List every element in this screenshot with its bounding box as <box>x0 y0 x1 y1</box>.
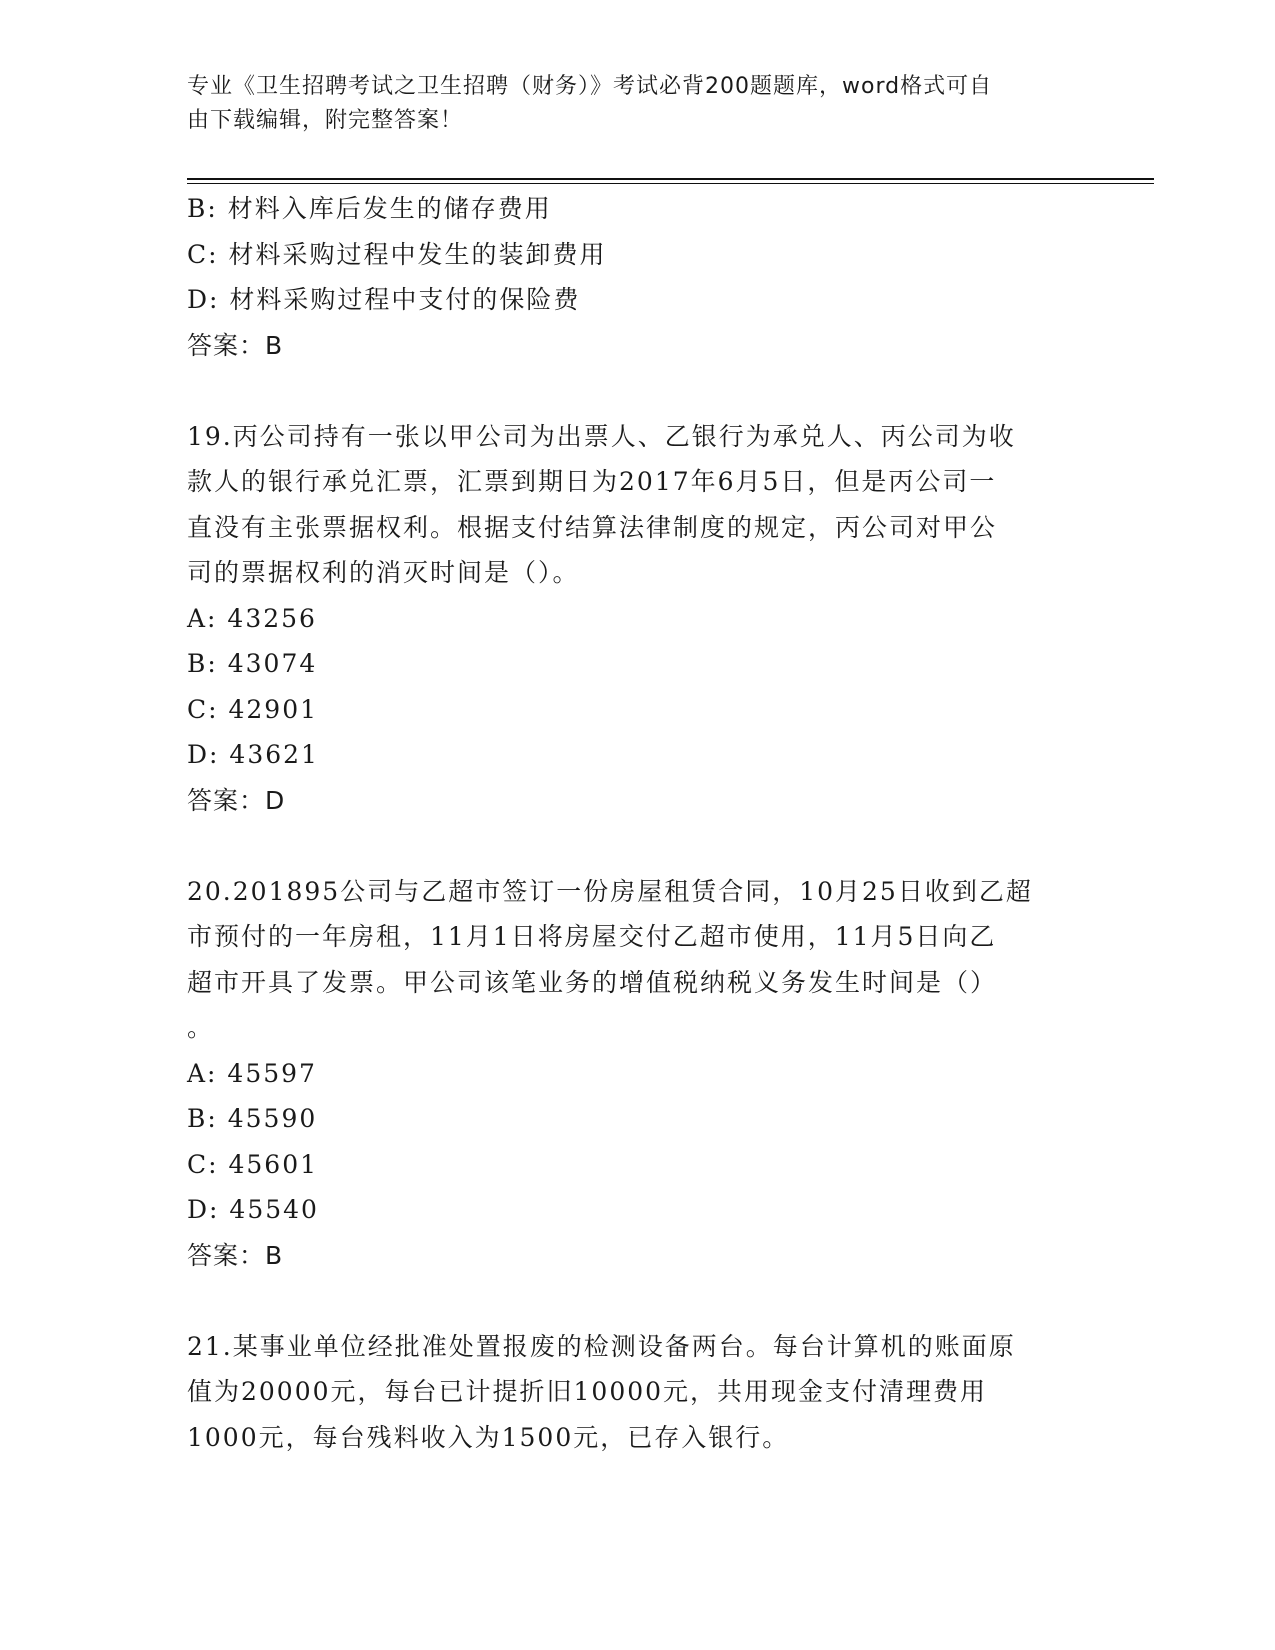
question-21 <box>187 1324 1067 1461</box>
question-stem-line: 。 <box>187 1013 215 1042</box>
header-rule-thin <box>187 183 1154 184</box>
option-c: C: 45601 <box>187 1149 319 1179</box>
option-d: D: 45540 <box>187 1195 319 1224</box>
question-stem-line: 款人的银行承兑汇票，汇票到期日为2017年6月5日，但是丙公司一 <box>187 467 997 496</box>
question-stem-line: 19.丙公司持有一张以甲公司为出票人、乙银行为承兑人、丙公司为收 <box>187 421 1016 451</box>
document-header <box>187 70 1087 138</box>
question-stem-line: 20.201895公司与乙超市签订一份房屋租赁合同，10月25日收到乙超 <box>187 876 1033 906</box>
option-d: D: 43621 <box>187 740 319 769</box>
option-c: C: 材料采购过程中发生的装卸费用 <box>187 239 607 269</box>
question-18 <box>187 186 1067 368</box>
option-a: A: 45597 <box>187 1058 317 1088</box>
question-stem-line: 市预付的一年房租，11月1日将房屋交付乙超市使用，11月5日向乙 <box>187 922 997 951</box>
question-20 <box>187 869 1067 1279</box>
question-stem-line: 1000元，每台残料收入为1500元，已存入银行。 <box>187 1422 790 1452</box>
answer: 答案：B <box>187 1240 284 1270</box>
option-a: A: 43256 <box>187 603 317 633</box>
question-stem-line: 值为20000元，每台已计提折旧10000元，共用现金支付清理费用 <box>187 1377 988 1406</box>
spacer <box>187 1278 1067 1324</box>
question-stem-line: 超市开具了发票。甲公司该笔业务的增值税纳税义务发生时间是（） <box>187 967 998 997</box>
header-line-2: 由下载编辑，附完整答案！ <box>187 108 464 133</box>
option-b: B: 材料入库后发生的储存费用 <box>187 194 552 223</box>
spacer <box>187 368 1067 414</box>
option-c: C: 42901 <box>187 694 319 724</box>
answer: 答案：B <box>187 330 284 360</box>
option-d: D: 材料采购过程中支付的保险费 <box>187 285 581 314</box>
spacer <box>187 823 1067 869</box>
question-stem-line: 司的票据权利的消灭时间是（）。 <box>187 558 580 587</box>
question-19 <box>187 414 1067 824</box>
option-b: B: 45590 <box>187 1104 318 1133</box>
header-rule-thick <box>187 178 1154 180</box>
answer: 答案：D <box>187 785 286 815</box>
question-stem-line: 21.某事业单位经批准处置报废的检测设备两台。每台计算机的账面原 <box>187 1331 1016 1361</box>
question-list <box>187 186 1067 1460</box>
option-b: B: 43074 <box>187 649 318 678</box>
header-line-1: 专业《卫生招聘考试之卫生招聘（财务）》考试必背200题题库，word格式可自 <box>187 74 993 99</box>
question-stem-line: 直没有主张票据权利。根据支付结算法律制度的规定，丙公司对甲公 <box>187 512 998 542</box>
